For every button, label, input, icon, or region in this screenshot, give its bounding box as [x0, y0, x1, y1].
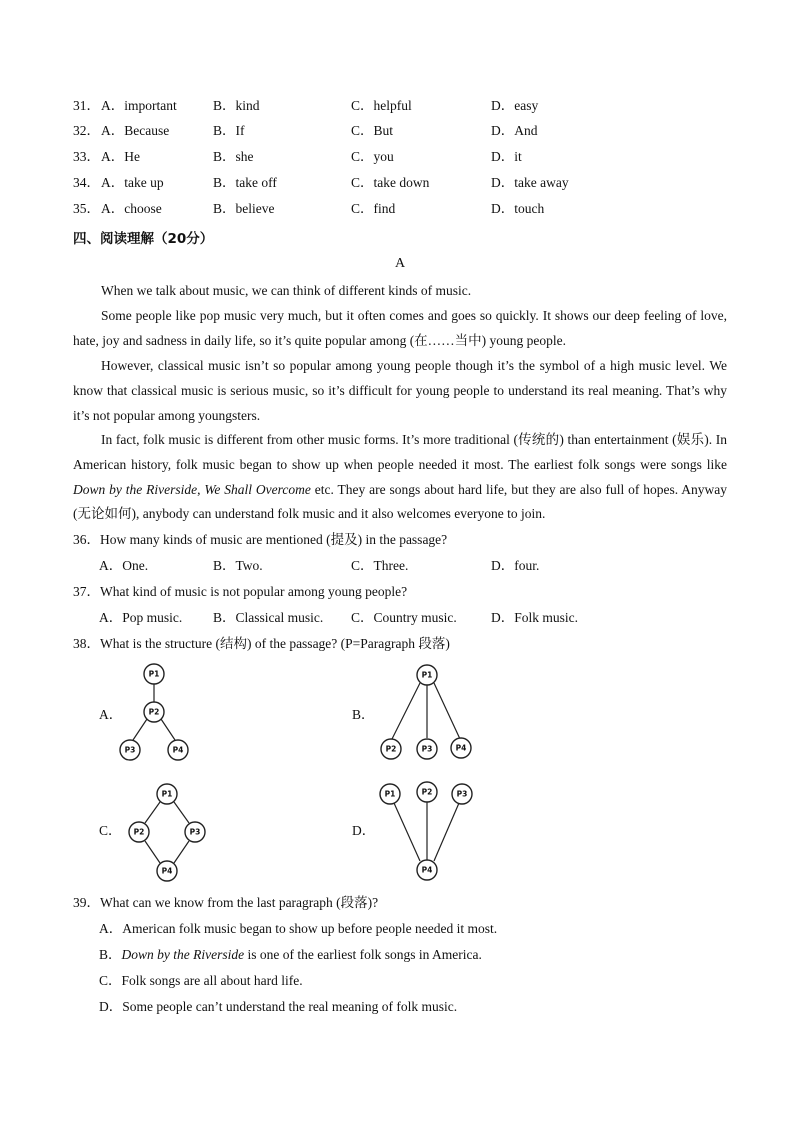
option-a[interactable]: A．important: [101, 98, 177, 113]
question-36-stem: 36．How many kinds of music are mentioned (提及) in the passage?: [73, 532, 448, 547]
edge: [392, 683, 420, 739]
option-a[interactable]: A．He: [101, 149, 140, 164]
question-number: 34．: [73, 175, 100, 190]
option-a-label[interactable]: A．: [99, 707, 123, 722]
node-label: P2: [148, 707, 160, 717]
node-label: P1: [421, 670, 433, 680]
option-a[interactable]: A．Pop music.: [99, 610, 183, 625]
cloze-row-35: [73, 199, 773, 219]
question-38-stem: 38．What is the structure (结构) of the passage? (P=Paragraph 段落): [73, 636, 450, 651]
option-a[interactable]: A．choose: [101, 201, 162, 216]
node-label: P4: [161, 866, 173, 876]
option-b[interactable]: B．she: [213, 149, 254, 164]
option-b[interactable]: B．Classical music.: [213, 610, 324, 625]
option-b[interactable]: B．believe: [213, 201, 275, 216]
passage-paragraph-4: [73, 428, 727, 527]
paragraph-text: ,: [197, 481, 205, 497]
node-label: P4: [421, 865, 433, 875]
option-d[interactable]: D．Some people can’t understand the real meaning of folk music.: [99, 999, 458, 1014]
passage-paragraph-1: When we talk about music, we can think of different kinds of music.: [101, 283, 472, 298]
question-number: 35．: [73, 201, 100, 216]
option-d-label[interactable]: D．: [352, 823, 376, 838]
song-title: Down by the Riverside: [73, 481, 198, 497]
option-c[interactable]: C．helpful: [351, 98, 412, 113]
option-a[interactable]: A．One.: [99, 558, 149, 573]
option-c[interactable]: C．you: [351, 149, 394, 164]
edge: [145, 841, 160, 863]
section-title: 四、阅读理解（20分）: [73, 231, 214, 247]
option-b[interactable]: B．If: [213, 123, 245, 138]
edge: [145, 802, 160, 823]
question-number: 31．: [73, 98, 100, 113]
option-c[interactable]: C．Folk songs are all about hard life.: [99, 973, 303, 988]
node-label: P1: [161, 789, 173, 799]
edge: [133, 719, 147, 740]
option-b[interactable]: B．take off: [213, 175, 277, 190]
edge: [161, 719, 175, 740]
node-label: P3: [456, 789, 468, 799]
node-label: P3: [124, 745, 136, 755]
option-a[interactable]: A．American folk music began to show up before people needed it most.: [99, 921, 498, 936]
node-label: P1: [384, 789, 396, 799]
option-c[interactable]: C．Three.: [351, 558, 409, 573]
node-label: P3: [189, 827, 201, 837]
option-d[interactable]: D．Folk music.: [491, 610, 579, 625]
paragraph-text: In fact, folk music is different from other music forms. It’s more traditional (传统的) than entertainment (娱乐). In American history, folk music began to show up when people needed it most. The earliest folk songs were songs like: [73, 432, 727, 472]
question-37-options: [99, 608, 779, 628]
node-label: P2: [385, 744, 397, 754]
option-d[interactable]: D．take away: [491, 175, 569, 190]
node-label: P2: [133, 827, 145, 837]
structure-diagram-a[interactable]: [118, 660, 198, 766]
passage-paragraph-3: However, classical music isn’t so popular among young people though it’s the symbol of a high music level. We know that classical music is serious music, so it’s difficult for young people to understand its real meaning. That’s why it’s not popular among youngsters.: [73, 358, 727, 423]
edge: [434, 683, 460, 739]
cloze-row-32: [73, 121, 773, 141]
node-label: P3: [421, 744, 433, 754]
option-c[interactable]: C．take down: [351, 175, 430, 190]
paragraph-text: etc. They are songs about hard life, but they are also full of hopes. Anyway (无论如何), anybody can understand folk music and it also welcomes everyone to join.: [73, 481, 727, 522]
edge: [174, 802, 189, 823]
option-c[interactable]: C．find: [351, 201, 396, 216]
passage-letter: A: [394, 256, 406, 271]
option-b-text: is one of the earliest folk songs in America.: [244, 947, 482, 962]
passage-paragraph-2: Some people like pop music very much, but it often comes and goes so quickly. It shows our deep feeling of love, hate, joy and sadness in daily life, so it’s quite popular among (在……当中) young people.: [73, 308, 727, 348]
option-b[interactable]: B．kind: [213, 98, 260, 113]
option-c-label[interactable]: C．: [99, 823, 122, 838]
option-d[interactable]: D．And: [491, 123, 538, 138]
node-label: P4: [455, 743, 467, 753]
edge: [394, 803, 420, 861]
option-d[interactable]: D．touch: [491, 201, 545, 216]
song-title: Down by the Riverside: [121, 947, 245, 962]
question-39-stem: 39．What can we know from the last paragraph (段落)?: [73, 895, 379, 910]
cloze-row-34: [73, 173, 773, 193]
option-b-label[interactable]: B．: [352, 707, 375, 722]
option-a[interactable]: A．Because: [101, 123, 170, 138]
edge: [434, 803, 459, 861]
question-number: 32．: [73, 123, 100, 138]
structure-diagram-d[interactable]: [376, 778, 480, 884]
cloze-row-33: [73, 147, 773, 167]
option-b-prefix: B．: [99, 947, 122, 962]
option-d[interactable]: D．easy: [491, 98, 539, 113]
option-b[interactable]: B．Two.: [213, 558, 263, 573]
node-label: P2: [421, 787, 433, 797]
node-label: P1: [148, 669, 160, 679]
question-37-stem: 37．What kind of music is not popular among young people?: [73, 584, 408, 599]
option-b[interactable]: [99, 945, 482, 965]
song-title: We Shall Overcome: [204, 481, 311, 497]
structure-diagram-b[interactable]: [375, 662, 485, 766]
option-d[interactable]: D．four.: [491, 558, 540, 573]
cloze-row-31: [73, 96, 773, 116]
structure-diagram-c[interactable]: [124, 780, 214, 886]
node-label: P4: [172, 745, 184, 755]
question-36-options: [99, 556, 779, 576]
question-number: 33．: [73, 149, 100, 164]
option-a[interactable]: A．take up: [101, 175, 164, 190]
option-d[interactable]: D．it: [491, 149, 522, 164]
option-c[interactable]: C．But: [351, 123, 394, 138]
edge: [174, 841, 189, 863]
option-c[interactable]: C．Country music.: [351, 610, 457, 625]
